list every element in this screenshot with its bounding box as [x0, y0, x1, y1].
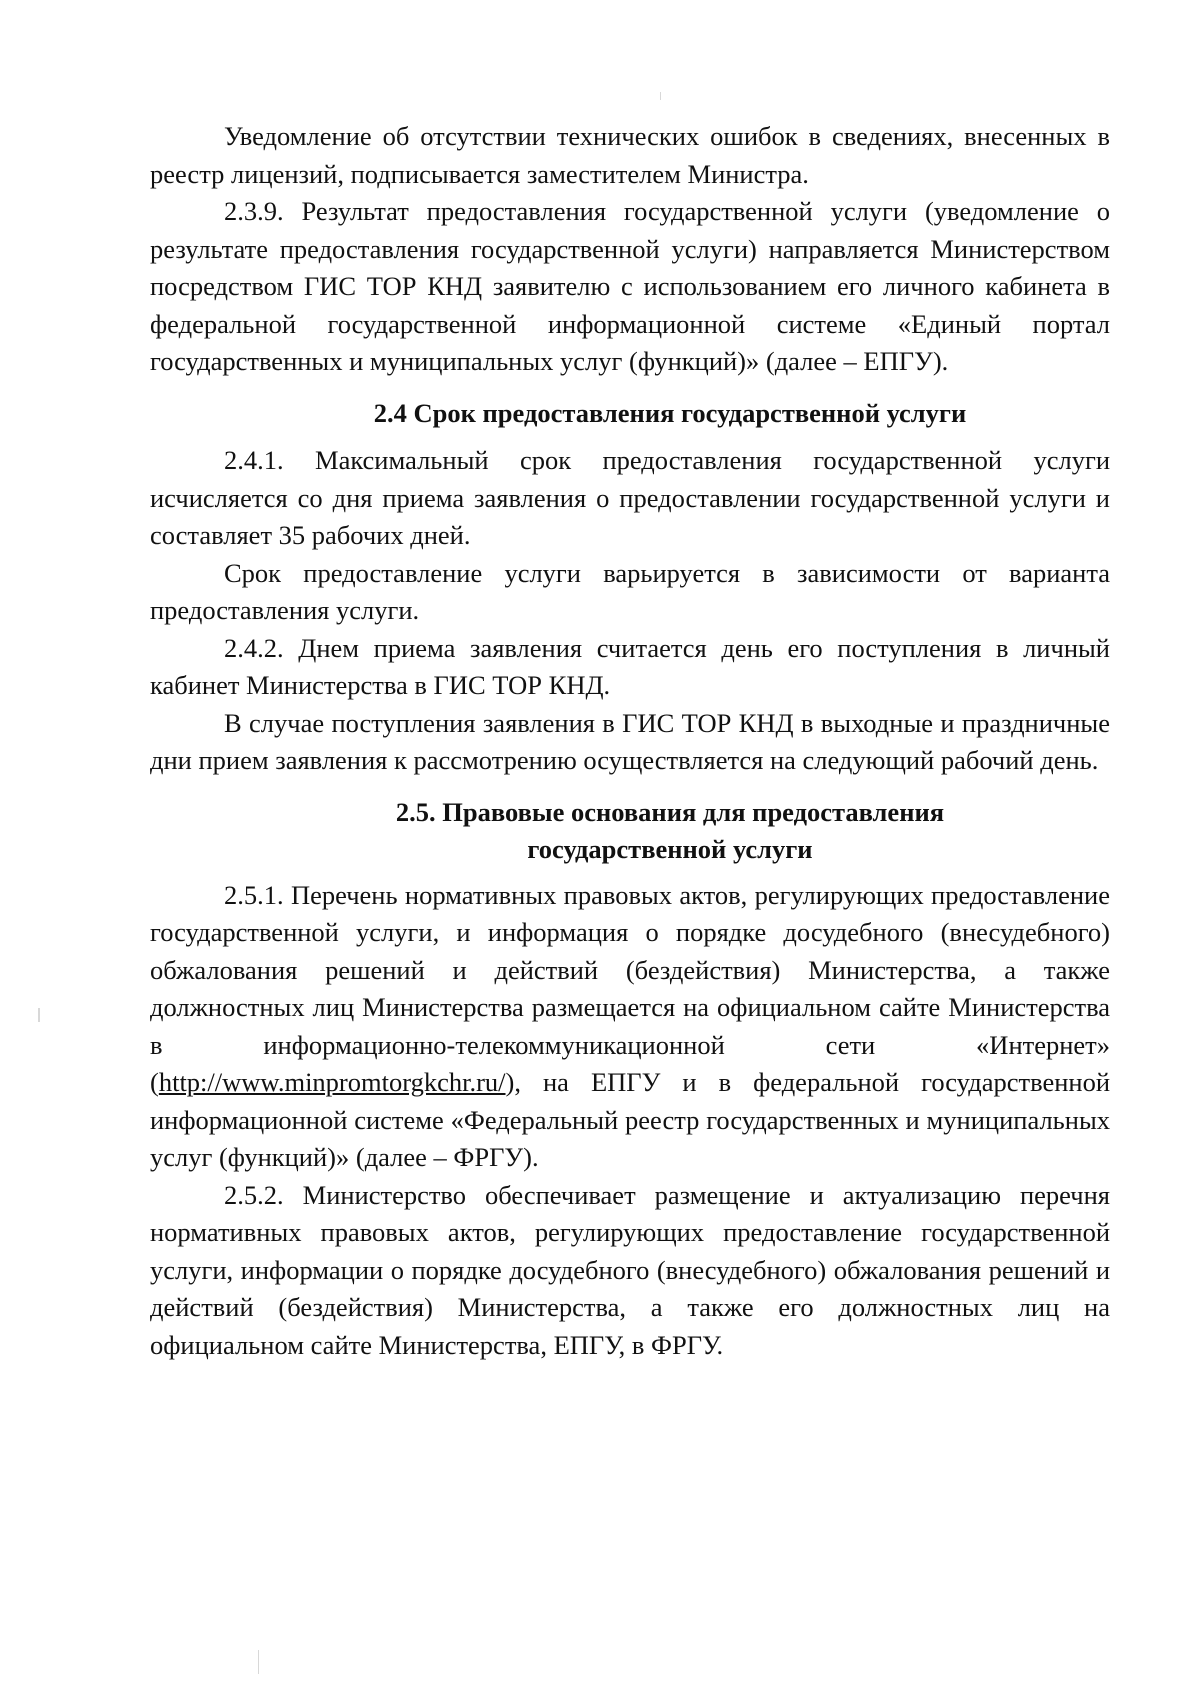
document-body: [150, 118, 1110, 1364]
paragraph-2-4-2: 2.4.2. Днем приема заявления считается день его поступления в личный кабинет Министерства в ГИС ТОР КНД.: [150, 632, 1110, 700]
paragraph-2-5-1-text-end: ), на ЕПГУ и в федеральной государственной информационной системе «Федеральный реестр государственных и муниципальных услуг (функций)» (далее – ФРГУ).: [150, 1067, 1110, 1172]
ministry-website-link[interactable]: http://www.minpromtorgkchr.ru/: [158, 1067, 506, 1097]
heading-2-5: [150, 794, 1110, 869]
paragraph-notice: Уведомление об отсутствии технических ошибок в сведениях, внесенных в реестр лицензий, подписывается заместителем Министра.: [150, 121, 1110, 189]
paragraph-2-4-1: 2.4.1. Максимальный срок предоставления государственной услуги исчисляется со дня приема заявления о предоставлении государственной услуги и составляет 35 рабочих дней.: [150, 445, 1110, 550]
paragraph-term-variation: Срок предоставление услуги варьируется в зависимости от варианта предоставления услуги.: [150, 557, 1110, 625]
heading-2-5-line1: 2.5. Правовые основания для предоставления: [395, 796, 945, 827]
heading-2-4: 2.4 Срок предоставления государственной услуги: [373, 397, 967, 428]
paragraph-2-5-1-text-start: 2.5.1. Перечень нормативных правовых актов, регулирующих предоставление государственной услуги, и информация о порядке досудебного (внесудебного) обжалования решений и действий (бездействия) Министерства, а также должностных лиц Министерства размещается на официальном сайте Министерства в информационно-телекоммуникационной сети «Интернет» (: [150, 879, 1110, 1097]
heading-2-5-line2: государственной услуги: [527, 834, 813, 864]
scan-mark-top: [660, 92, 661, 100]
scan-mark-left: [38, 1008, 40, 1022]
paragraph-2-3-9: 2.3.9. Результат предоставления государственной услуги (уведомление о результате предоставления государственной услуги) направляется Министерством посредством ГИС ТОР КНД заявителю с использованием его личного кабинета в федеральной государственной информационной системе «Единый портал государственных и муниципальных услуг (функций)» (далее – ЕПГУ).: [150, 196, 1110, 376]
paragraph-2-5-2: 2.5.2. Министерство обеспечивает размещение и актуализацию перечня нормативных правовых актов, регулирующих предоставление государственной услуги, информации о порядке досудебного (внесудебного) обжалования решений и действий (бездействия) Министерства, а также его должностных лиц на официальном сайте Министерства, ЕПГУ, в ФРГУ.: [150, 1179, 1110, 1360]
paragraph-holidays: В случае поступления заявления в ГИС ТОР КНД в выходные и праздничные дни прием заявления к рассмотрению осуществляется на следующий рабочий день.: [150, 707, 1110, 775]
paragraph-2-5-1: [150, 877, 1110, 1177]
scan-mark-bottom: [258, 1650, 259, 1674]
